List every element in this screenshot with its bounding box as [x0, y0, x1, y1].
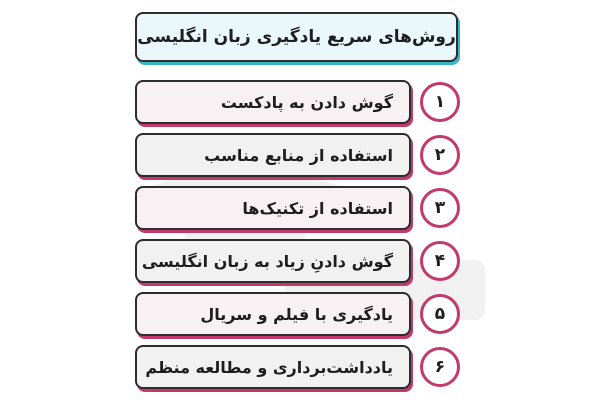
list-item-box — [135, 292, 411, 336]
number-badge-text: ۳ — [434, 198, 446, 218]
list-item-box — [135, 345, 411, 389]
list-item — [135, 80, 458, 124]
list-item-box — [135, 186, 411, 230]
list-item — [135, 345, 458, 389]
number-badge-text: ۱ — [434, 92, 446, 112]
list-item — [135, 186, 458, 230]
list-item-label: استفاده از منابع مناسب — [204, 145, 393, 165]
list-item-label: استفاده از تکنیک‌ها — [242, 198, 393, 218]
number-badge — [420, 135, 460, 175]
page-title-text: روش‌های سریع یادگیری زبان انگلیسی — [137, 27, 456, 47]
list-item-box — [135, 239, 411, 283]
list-item — [135, 133, 458, 177]
list-item-label: گوش دادن به پادکست — [220, 92, 393, 112]
number-badge-text: ۲ — [434, 145, 446, 165]
number-badge — [420, 188, 460, 228]
list-item — [135, 292, 458, 336]
number-badge — [420, 294, 460, 334]
number-badge-text: ۴ — [434, 251, 446, 271]
list-item-label: یادداشت‌برداری و مطالعه منظم — [145, 357, 393, 377]
number-badge-text: ۶ — [434, 357, 446, 377]
number-badge — [420, 347, 460, 387]
number-badge-text: ۵ — [434, 304, 446, 324]
list-item-box — [135, 133, 411, 177]
list-item-box — [135, 80, 411, 124]
list-item — [135, 239, 458, 283]
number-badge — [420, 241, 460, 281]
page-title — [135, 12, 458, 62]
list-item-label: یادگیری با فیلم و سریال — [200, 304, 393, 324]
list-item-label: گوش دادنِ زیاد به زبان انگلیسی — [141, 251, 393, 271]
number-badge — [420, 82, 460, 122]
